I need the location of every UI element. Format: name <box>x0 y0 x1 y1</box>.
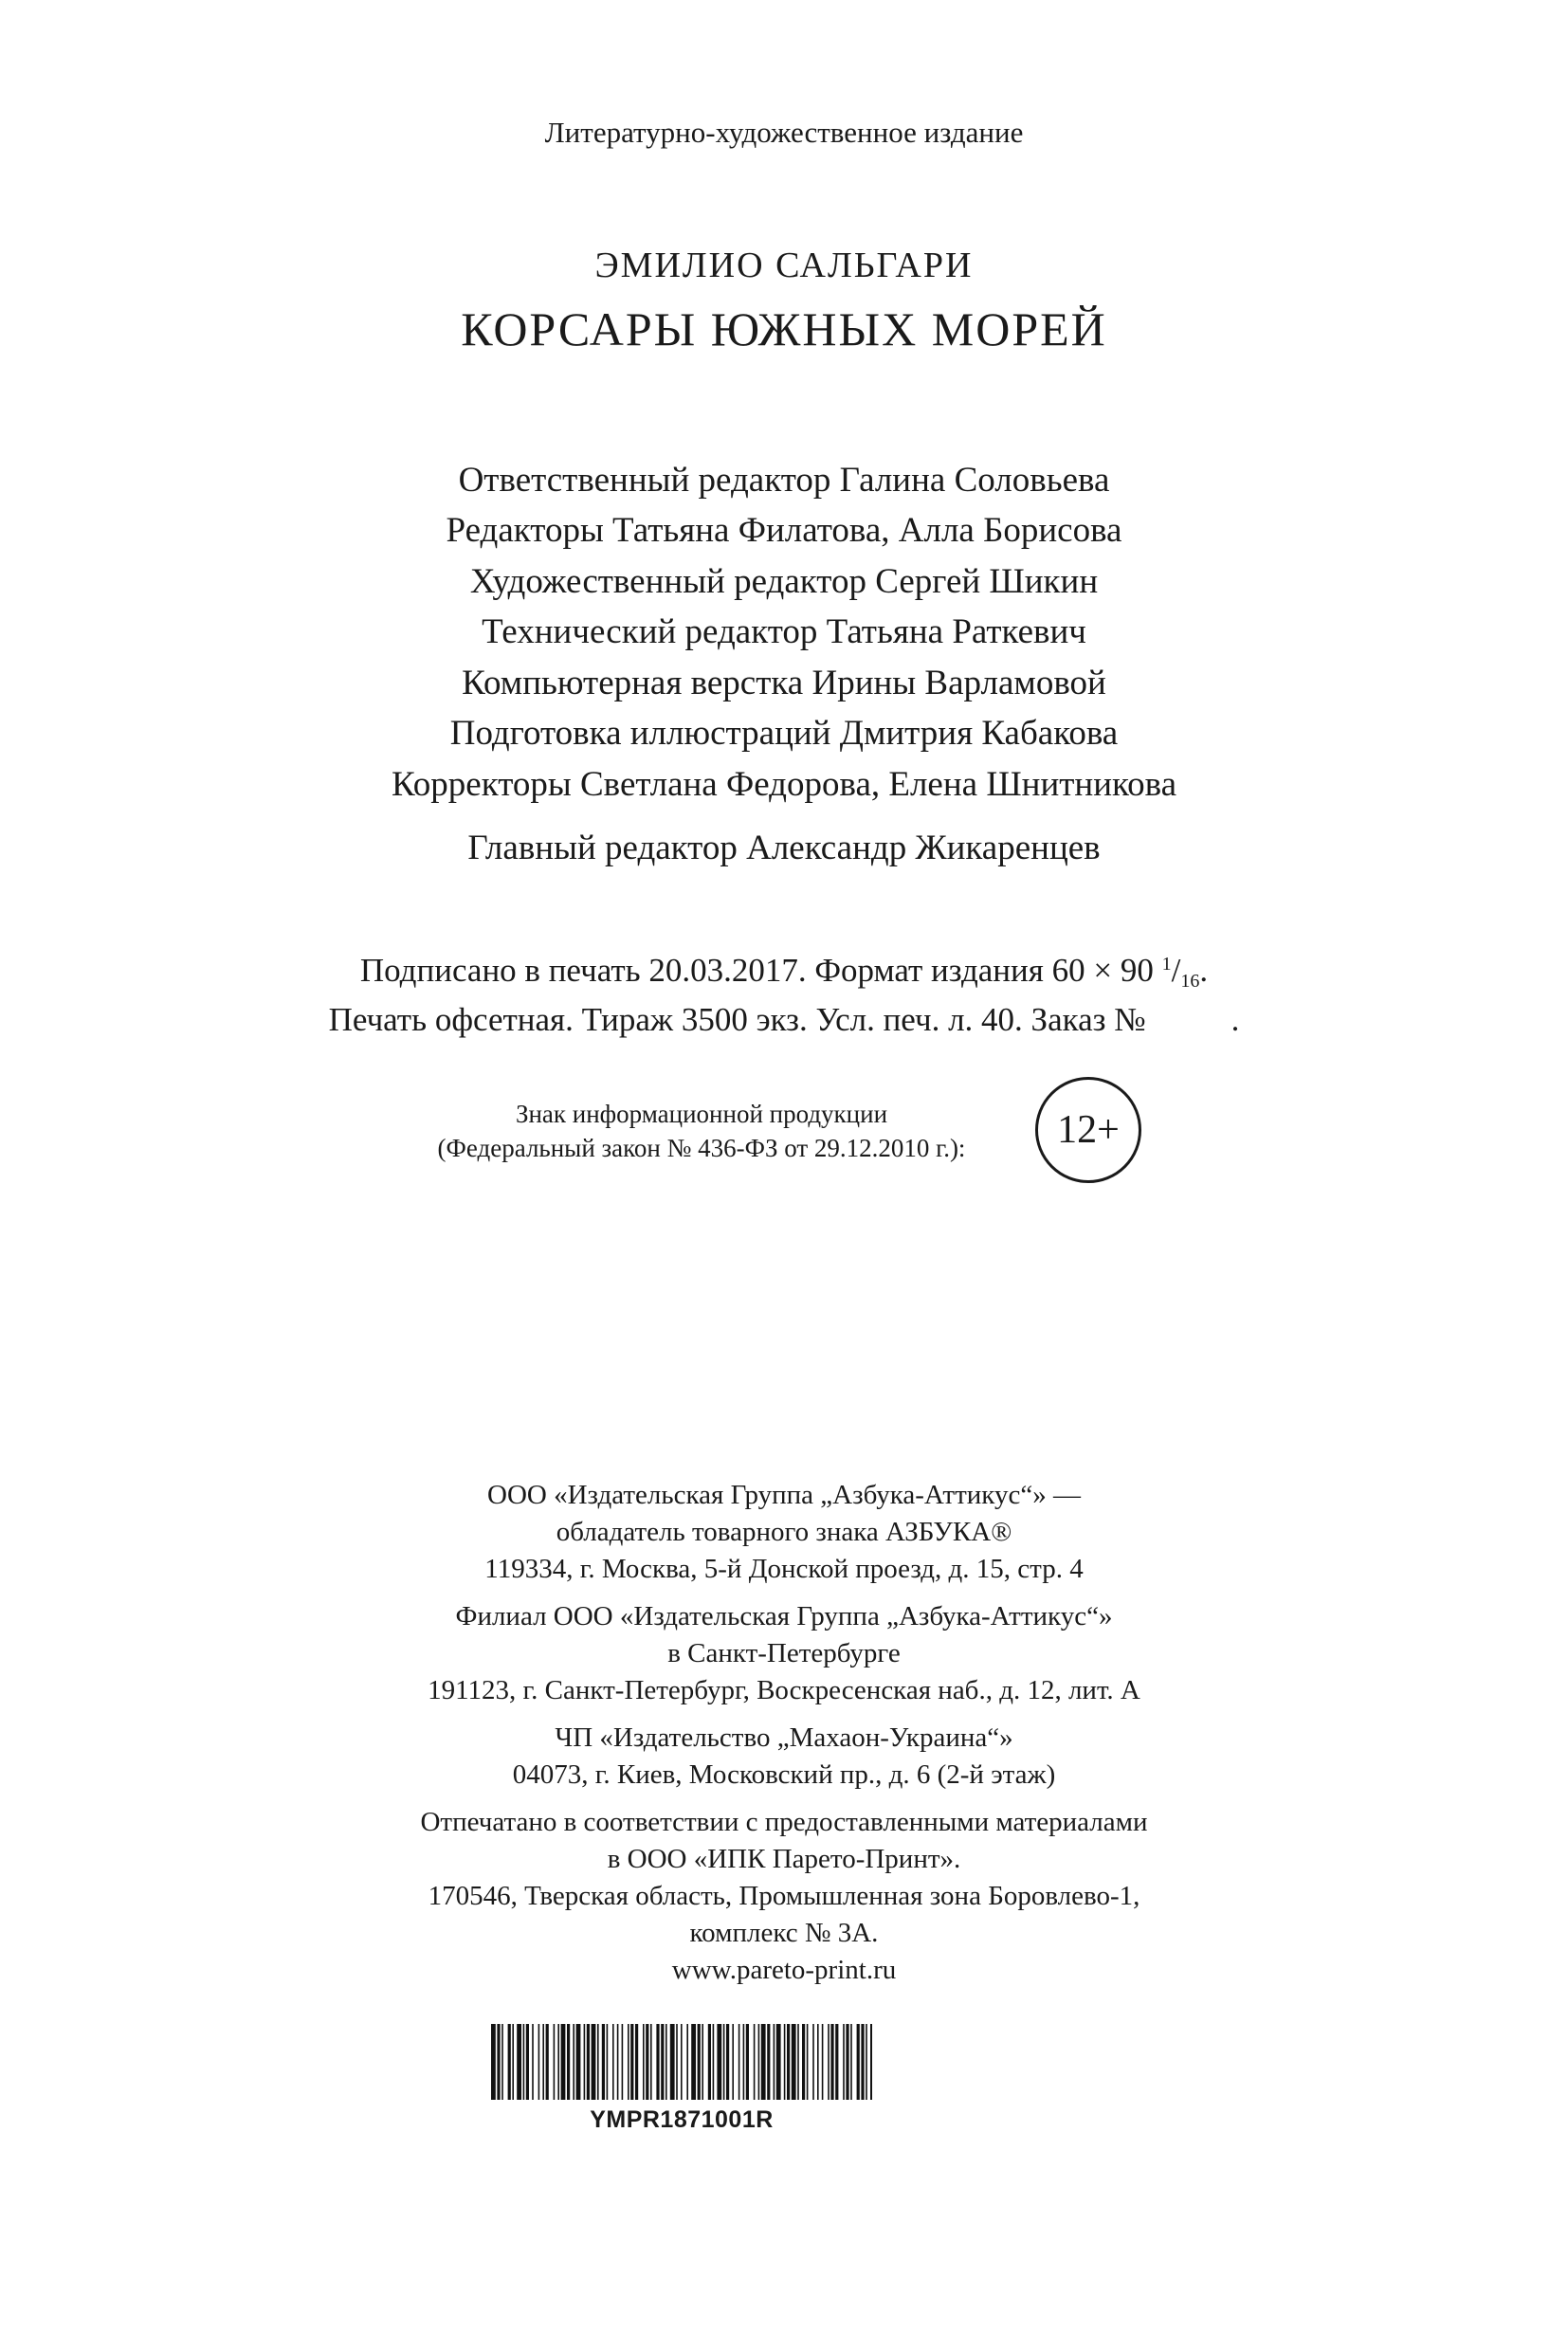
publisher-address: 119334, г. Москва, 5-й Донской проезд, д. 15, стр. 4 <box>484 1554 1084 1584</box>
barcode-bar <box>830 2024 833 2100</box>
barcode-bar <box>702 2024 703 2100</box>
barcode-image <box>491 2024 872 2100</box>
barcode-bar <box>835 2024 838 2100</box>
credit-line: Корректоры Светлана Федорова, Елена Шнитникова <box>391 765 1177 804</box>
barcode-bar <box>557 2024 559 2100</box>
barcode-bar <box>812 2024 814 2100</box>
barcode-bar <box>643 2024 645 2100</box>
print-format-text: Подписано в печать 20.03.2017. Формат издания 60 × 90 <box>359 952 1162 989</box>
branch-line: в Санкт-Петербурге <box>667 1638 901 1668</box>
barcode-bar <box>726 2024 729 2100</box>
barcode-bar <box>686 2024 688 2100</box>
barcode-bar <box>567 2024 570 2100</box>
print-info-line1 <box>0 952 1568 993</box>
barcode-bar <box>787 2024 790 2100</box>
barcode-bar <box>802 2024 805 2100</box>
credit-line: Технический редактор Татьяна Раткевич <box>482 612 1086 651</box>
barcode-bar <box>630 2024 633 2100</box>
publisher-line: ООО «Издательская Группа „Азбука-Аттикус“» — <box>487 1480 1081 1510</box>
barcode-bar <box>650 2024 652 2100</box>
barcode-bar <box>713 2024 715 2100</box>
barcode-bar <box>584 2024 586 2100</box>
barcode-bar <box>676 2024 678 2100</box>
chief-editor-line: Главный редактор Александр Жикаренцев <box>467 829 1101 867</box>
barcode-bar <box>517 2024 521 2100</box>
print-format-end: . <box>1199 952 1209 989</box>
barcode-bar <box>635 2024 638 2100</box>
barcode-bar <box>542 2024 544 2100</box>
barcode-bar <box>723 2024 725 2100</box>
printer-address: комплекс № 3А. <box>689 1918 879 1948</box>
credit-line: Ответственный редактор Галина Соловьева <box>458 461 1110 500</box>
barcode-bar <box>656 2024 659 2100</box>
barcode-bar <box>532 2024 534 2100</box>
publisher-line: обладатель товарного знака АЗБУКА® <box>556 1517 1012 1547</box>
barcode-bar <box>758 2024 760 2100</box>
barcode-bar <box>497 2024 500 2100</box>
format-fraction-slash: / <box>1171 952 1181 989</box>
branch-address: 191123, г. Санкт-Петербург, Воскресенская наб., д. 12, лит. А <box>428 1675 1140 1705</box>
barcode-bar <box>746 2024 749 2100</box>
barcode-bar <box>761 2024 766 2100</box>
barcode-bar <box>846 2024 848 2100</box>
barcode-bar <box>843 2024 845 2100</box>
printer-line: Отпечатано в соответствии с предоставленными материалами <box>420 1807 1148 1837</box>
barcode-bar <box>870 2024 872 2100</box>
info-notice-line2: (Федеральный закон № 436-ФЗ от 29.12.2010 г.): <box>437 1134 966 1162</box>
barcode-bar <box>561 2024 566 2100</box>
barcode-bar <box>597 2024 599 2100</box>
printer-website: www.pareto-print.ru <box>671 1955 897 1985</box>
barcode-bar <box>797 2024 799 2100</box>
barcode-bar <box>546 2024 549 2100</box>
barcode-code: YMPR1871001R <box>590 2106 774 2133</box>
barcode-bar <box>850 2024 852 2100</box>
author-name: ЭМИЛИО САЛЬГАРИ <box>594 246 974 285</box>
barcode-bar <box>807 2024 809 2100</box>
credit-line: Редакторы Татьяна Филатова, Алла Борисова <box>446 511 1122 550</box>
barcode-bar <box>738 2024 740 2100</box>
credit-line: Художественный редактор Сергей Шикин <box>469 562 1099 601</box>
barcode-bar <box>628 2024 629 2100</box>
barcode-bar <box>491 2024 496 2100</box>
barcode-bar <box>573 2024 574 2100</box>
barcode-bar <box>512 2024 514 2100</box>
barcode-bar <box>622 2024 624 2100</box>
barcode-bar <box>523 2024 525 2100</box>
print-run-end: . <box>1231 1001 1240 1038</box>
barcode-bar <box>554 2024 556 2100</box>
barcode-bar <box>508 2024 511 2100</box>
barcode-bar <box>526 2024 529 2100</box>
barcode-bar <box>754 2024 756 2100</box>
print-info-line2 <box>0 1001 1568 1039</box>
barcode-bar <box>607 2024 609 2100</box>
format-fraction-denominator: 16 <box>1180 971 1200 992</box>
barcode-bar <box>828 2024 830 2100</box>
barcode-bar <box>817 2024 819 2100</box>
barcode-bar <box>681 2024 683 2100</box>
barcode-bar <box>822 2024 824 2100</box>
barcode-bar <box>708 2024 711 2100</box>
credit-line: Компьютерная верстка Ирины Варламовой <box>462 664 1106 702</box>
barcode-bar <box>743 2024 745 2100</box>
barcode-bar <box>612 2024 614 2100</box>
barcode-bar <box>602 2024 605 2100</box>
barcode-bar <box>670 2024 675 2100</box>
barcode-bar <box>501 2024 503 2100</box>
barcode-bar <box>792 2024 796 2100</box>
credit-line: Подготовка иллюстраций Дмитрия Кабакова <box>449 714 1119 753</box>
genre-label: Литературно-художественное издание <box>544 116 1024 149</box>
print-run-text: Печать офсетная. Тираж 3500 экз. Усл. печ. л. 40. Заказ № <box>328 1001 1146 1038</box>
barcode-bar <box>661 2024 664 2100</box>
barcode-bar <box>587 2024 590 2100</box>
book-title: КОРСАРЫ ЮЖНЫХ МОРЕЙ <box>461 302 1107 355</box>
branch-line: Филиал ООО «Издательская Группа „Азбука-Аттикус“» <box>455 1601 1113 1631</box>
format-fraction-numerator: 1 <box>1161 954 1172 975</box>
barcode-bar <box>646 2024 648 2100</box>
barcode-bar <box>698 2024 701 2100</box>
barcode-bar <box>776 2024 781 2100</box>
barcode-bar <box>774 2024 775 2100</box>
barcode-bar <box>767 2024 770 2100</box>
age-rating-badge: 12+ <box>1035 1077 1141 1183</box>
barcode-bar <box>691 2024 696 2100</box>
barcode-bar <box>617 2024 619 2100</box>
barcode-bar <box>866 2024 867 2100</box>
barcode-bar <box>857 2024 860 2100</box>
barcode-bar <box>665 2024 667 2100</box>
ukraine-address: 04073, г. Киев, Московский пр., д. 6 (2-й этаж) <box>512 1759 1056 1790</box>
barcode-bar <box>732 2024 734 2100</box>
printer-address: 170546, Тверская область, Промышленная зона Боровлево-1, <box>428 1881 1140 1911</box>
barcode-bar <box>538 2024 540 2100</box>
info-notice-line1: Знак информационной продукции <box>515 1100 888 1128</box>
ukraine-line: ЧП «Издательство „Махаон-Украина“» <box>555 1722 1013 1753</box>
barcode-bar <box>592 2024 596 2100</box>
barcode-bar <box>576 2024 581 2100</box>
barcode-bar <box>717 2024 721 2100</box>
barcode-bar <box>784 2024 786 2100</box>
printer-line: в ООО «ИПК Парето-Принт». <box>607 1844 961 1874</box>
barcode-bar <box>861 2024 864 2100</box>
